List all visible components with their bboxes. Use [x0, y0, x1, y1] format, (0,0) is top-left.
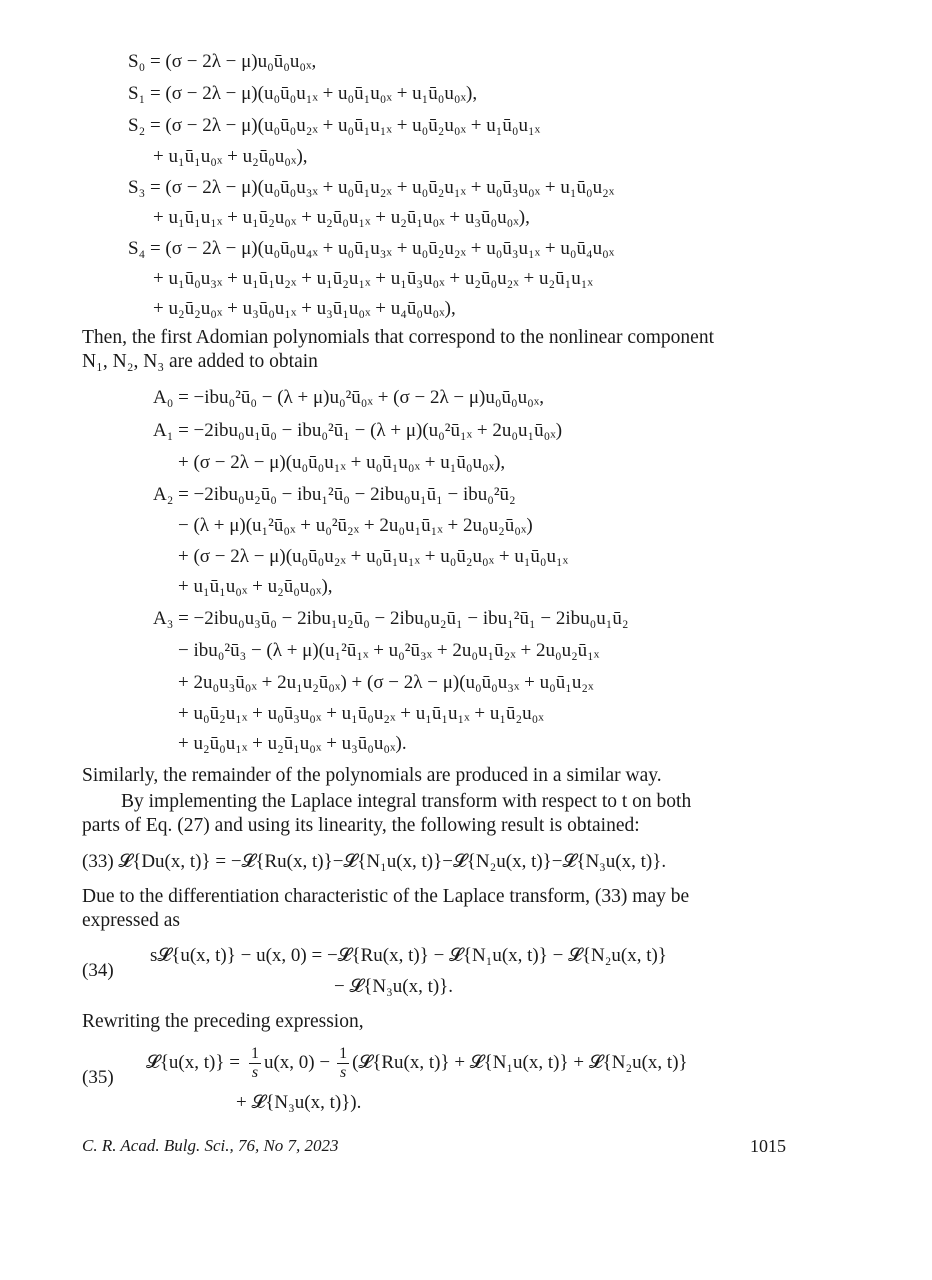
- equation-35-lhs: 𝓛{u(x, t)} =: [146, 1052, 240, 1073]
- equation-s3-line2: + u₁ū₁u₁ₓ + u₁ū₂u₀ₓ + u₂ū₀u₁ₓ + u₂ū₁u₀ₓ + u₃ū₀u₀ₓ),: [153, 207, 530, 228]
- paragraph-by-line2: parts of Eq. (27) and using its linearity, the following result is obtained:: [82, 815, 640, 836]
- paragraph-by-line1: By implementing the Laplace integral transform with respect to t on both: [121, 791, 692, 812]
- equation-a3-line5: + u₂ū₀u₁ₓ + u₂ū₁u₀ₓ + u₃ū₀u₀ₓ).: [178, 733, 407, 754]
- equation-a2-line4: + u₁ū₁u₀ₓ + u₂ū₀u₀ₓ),: [178, 576, 333, 597]
- page-number: 1015: [750, 1136, 786, 1156]
- equation-a3-line1: A₃ = −2ibu₀u₃ū₀ − 2ibu₁u₂ū₀ − 2ibu₀u₂ū₁ − ibu₁²ū₁ − 2ibu₀u₁ū₂: [153, 608, 629, 629]
- equation-35-fraction-2: [337, 1045, 349, 1082]
- equation-35-rest: (𝓛{Ru(x, t)} + 𝓛{N₁u(x, t)} + 𝓛{N₂u(x, t)}: [352, 1052, 688, 1073]
- journal-citation: C. R. Acad. Bulg. Sci., 76, No 7, 2023: [82, 1136, 339, 1155]
- equation-34-line1: s𝓛{u(x, t)} − u(x, 0) = −𝓛{Ru(x, t)} − 𝓛{N₁u(x, t)} − 𝓛{N₂u(x, t)}: [150, 945, 667, 966]
- paragraph-due-line1: Due to the differentiation characteristic of the Laplace transform, (33) may be: [82, 886, 690, 907]
- equation-s2-line1: S₂ = (σ − 2λ − μ)(u₀ū₀u₂ₓ + u₀ū₁u₁ₓ + u₀ū₂u₀ₓ + u₁ū₀u₁ₓ: [128, 115, 541, 136]
- equation-s2-line2: + u₁ū₁u₀ₓ + u₂ū₀u₀ₓ),: [153, 146, 308, 167]
- equation-35-fraction-1-num: 1: [250, 1044, 259, 1062]
- equation-a1-line1: A₁ = −2ibu₀u₁ū₀ − ibu₀²ū₁ − (λ + μ)(u₀²ū₁ₓ + 2u₀u₁ū₀ₓ): [153, 420, 563, 441]
- equation-s3-line1: S₃ = (σ − 2λ − μ)(u₀ū₀u₃ₓ + u₀ū₁u₂ₓ + u₀ū₂u₁ₓ + u₀ū₃u₀ₓ + u₁ū₀u₂ₓ: [128, 177, 615, 198]
- equation-a3-line4: + u₀ū₂u₁ₓ + u₀ū₃u₀ₓ + u₁ū₀u₂ₓ + u₁ū₁u₁ₓ + u₁ū₂u₀ₓ: [178, 703, 544, 724]
- paragraph-then-line1: Then, the first Adomian polynomials that correspond to the nonlinear component: [82, 327, 714, 348]
- equation-35-fraction-2-den: s: [339, 1063, 347, 1081]
- equation-33: (33) 𝓛{Du(x, t)} = −𝓛{Ru(x, t)}−𝓛{N₁u(x, t)}−𝓛{N₂u(x, t)}−𝓛{N₃u(x, t)}.: [82, 851, 667, 872]
- equation-s4-line2: + u₁ū₀u₃ₓ + u₁ū₁u₂ₓ + u₁ū₂u₁ₓ + u₁ū₃u₀ₓ + u₂ū₀u₂ₓ + u₂ū₁u₁ₓ: [153, 268, 593, 289]
- equation-a0: A₀ = −ibu₀²ū₀ − (λ + μ)u₀²ū₀ₓ + (σ − 2λ − μ)u₀ū₀u₀ₓ,: [153, 387, 545, 408]
- equation-s4-line3: + u₂ū₂u₀ₓ + u₃ū₀u₁ₓ + u₃ū₁u₀ₓ + u₄ū₀u₀ₓ),: [153, 298, 456, 319]
- equation-a2-line2: − (λ + μ)(u₁²ū₀ₓ + u₀²ū₂ₓ + 2u₀u₁ū₁ₓ + 2u₀u₂ū₀ₓ): [178, 515, 533, 536]
- equation-s1: S₁ = (σ − 2λ − μ)(u₀ū₀u₁ₓ + u₀ū₁u₀ₓ + u₁ū₀u₀ₓ),: [128, 83, 478, 104]
- equation-35-mid: u(x, 0) −: [263, 1052, 331, 1073]
- equation-35-line1: [146, 1040, 688, 1086]
- equation-35-number: (35): [82, 1067, 114, 1088]
- equation-34-number: (34): [82, 960, 114, 981]
- equation-a2-line3: + (σ − 2λ − μ)(u₀ū₀u₂ₓ + u₀ū₁u₁ₓ + u₀ū₂u₀ₓ + u₁ū₀u₁ₓ: [178, 546, 569, 567]
- paragraph-rewriting: Rewriting the preceding expression,: [82, 1011, 364, 1032]
- equation-35-line2: + 𝓛{N₃u(x, t)}).: [236, 1092, 362, 1113]
- equation-s4-line1: S₄ = (σ − 2λ − μ)(u₀ū₀u₄ₓ + u₀ū₁u₃ₓ + u₀ū₂u₂ₓ + u₀ū₃u₁ₓ + u₀ū₄u₀ₓ: [128, 238, 615, 259]
- equation-s0: S₀ = (σ − 2λ − μ)u₀ū₀u₀ₓ,: [128, 51, 317, 72]
- paragraph-then-line2: N₁, N₂, N₃ are added to obtain: [82, 351, 318, 372]
- equation-a3-line3: + 2u₀u₃ū₀ₓ + 2u₁u₂ū₀ₓ) + (σ − 2λ − μ)(u₀ū₀u₃ₓ + u₀ū₁u₂ₓ: [178, 672, 594, 693]
- equation-35-fraction-2-num: 1: [339, 1044, 348, 1062]
- paragraph-due-line2: expressed as: [82, 910, 181, 931]
- equation-34-line2: − 𝓛{N₃u(x, t)}.: [334, 976, 454, 997]
- paragraph-similarly: Similarly, the remainder of the polynomials are produced in a similar way.: [82, 765, 662, 786]
- equation-35-fraction-1: [249, 1045, 261, 1082]
- equation-a3-line2: − ibu₀²ū₃ − (λ + μ)(u₁²ū₁ₓ + u₀²ū₃ₓ + 2u₀u₁ū₂ₓ + 2u₀u₂ū₁ₓ: [178, 640, 600, 661]
- equation-a2-line1: A₂ = −2ibu₀u₂ū₀ − ibu₁²ū₀ − 2ibu₀u₁ū₁ − ibu₀²ū₂: [153, 484, 516, 505]
- equation-a1-line2: + (σ − 2λ − μ)(u₀ū₀u₁ₓ + u₀ū₁u₀ₓ + u₁ū₀u₀ₓ),: [178, 452, 506, 473]
- equation-35-fraction-1-den: s: [251, 1063, 259, 1081]
